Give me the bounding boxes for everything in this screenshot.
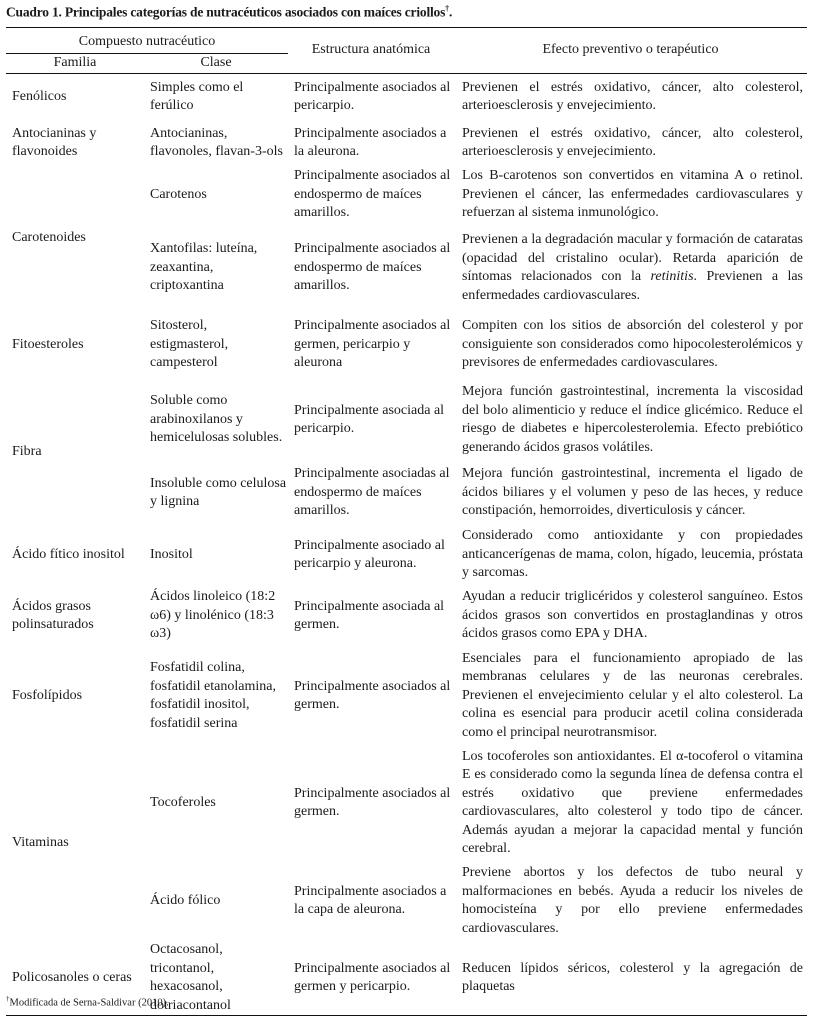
table-footnote: [6, 995, 169, 1009]
cell-clase: Xantofilas: luteína, zeaxantina, criptoxantina: [150, 241, 258, 294]
table-row: [6, 73, 807, 121]
cell-efecto: [454, 225, 807, 311]
cell-clase: Octacosanol, tricontanol, hexacosanol, dotriacontanol: [150, 942, 231, 1013]
cell-estructura: Principalmente asociados al germen y pericarpio.: [294, 960, 451, 994]
header-familia: Familia: [53, 55, 97, 70]
caption-dagger: †: [445, 4, 449, 13]
cell-familia: Fibra: [12, 443, 42, 459]
header-compuesto: Compuesto nutracéutico: [6, 28, 288, 54]
cell-familia: Vitaminas: [12, 834, 69, 850]
cell-estructura: Principalmente asociada al pericarpio.: [294, 402, 445, 436]
cell-efecto: Considerado como antioxidante y con propiedades anticancerígenas de mama, colon, hígado, leucemia, próstata y sarcomas.: [462, 528, 803, 581]
cell-estructura: Principalmente asociados a la capa de aleurona.: [294, 883, 447, 917]
cell-clase: Tocoferoles: [150, 794, 216, 810]
table-row: [6, 585, 807, 647]
cell-estructura: Principalmente asociadas al endospermo de maíces amarillos.: [294, 466, 450, 519]
cell-efecto: Mejora función gastrointestinal, incrementa el ligado de ácidos biliares y el volumen y peso de las heces, y reduce constipación, hemorroides, diverticulosis y cáncer.: [462, 466, 803, 519]
header-clase: Clase: [200, 55, 232, 70]
table-row: [6, 311, 807, 379]
cell-familia: Policosanoles o ceras: [12, 969, 132, 985]
header-row-1: [6, 28, 807, 54]
cell-familia: Fitoesteroles: [12, 336, 84, 352]
efecto-italic-term: retinitis: [650, 269, 694, 284]
cell-efecto: Previenen el estrés oxidativo, cáncer, alto colesterol, arterioesclerosis y envejecimiento.: [462, 79, 803, 114]
header-estructura: Estructura anatómica: [288, 28, 454, 74]
cell-clase: Soluble como arabinoxilanos y hemicelulosas solubles.: [150, 393, 283, 446]
table-row: [6, 745, 807, 861]
table-caption: [6, 4, 452, 21]
cell-familia: Ácidos grasos polinsaturados: [12, 598, 94, 632]
caption-end: .: [448, 4, 453, 20]
cell-efecto: Los tocoferoles son antioxidantes. El α-tocoferol o vitamina E es considerado como la segunda línea de defensa contra el estrés oxidativo que previene enfermedades cardiovasculares, alto colesterol y todo tipo de cáncer. Además ayudan a mejorar la capacidad mental y función cerebral.: [462, 748, 803, 856]
cell-clase: Ácido fólico: [150, 892, 221, 908]
caption-text: Cuadro 1. Principales categorías de nutracéuticos asociados con maíces criollos: [6, 4, 446, 20]
cell-estructura: Principalmente asociados a la aleurona.: [294, 125, 447, 159]
cell-clase: Ácidos linoleico (18:2 ω6) y linolénico (18:3 ω3): [150, 589, 276, 642]
cell-familia: Ácido fítico inositol: [12, 546, 125, 562]
table-row: [6, 121, 807, 165]
cell-estructura: Principalmente asociados al germen.: [294, 785, 451, 819]
efecto-text: Previenen a la degradación macular y formación de cataratas (opacidad del cristalino ocular). Retarda aparición de síntomas relacionados con la: [462, 232, 803, 284]
cell-efecto: Los B-carotenos son convertidos en vitamina A o retinol. Previenen el cáncer, las enfermedades cardiovasculares y refuerzan al sistema inmunológico.: [462, 168, 803, 221]
cell-clase: Carotenos: [150, 186, 207, 202]
cell-estructura: Principalmente asociada al germen.: [294, 598, 445, 632]
cell-familia: Fosfolípidos: [12, 687, 83, 703]
cell-familia: Fenólicos: [12, 89, 67, 104]
efecto-text: . Previenen a las enfermedades cardiovasculares.: [462, 269, 804, 303]
cell-familia: Antocianinas y flavonoides: [12, 125, 97, 159]
cell-clase: Simples como el ferúlico: [150, 79, 244, 114]
table-row: [6, 165, 807, 225]
cell-clase: Sitosterol, estigmasterol, campesterol: [150, 318, 229, 371]
cell-clase: Inositol: [150, 546, 193, 562]
cell-estructura: Principalmente asociados al germen.: [294, 678, 451, 712]
cell-estructura: Principalmente asociados al endospermo de maíces amarillos.: [294, 241, 451, 294]
cell-efecto: Ayudan a reducir triglicéridos y colesterol sanguíneo. Estos ácidos grasos son convertidos en prostaglandinas y otros ácidos grasos como EPA y DHA.: [462, 589, 803, 642]
table-row: [6, 525, 807, 585]
cell-efecto: Previenen el estrés oxidativo, cáncer, alto colesterol, arterioesclerosis y envejecimiento.: [462, 125, 803, 159]
cell-efecto: Esenciales para el funcionamiento apropiado de las membranas celulares y de las neuronas cerebrales. Previenen el envejecimiento celular y el alto colesterol. La colina es esencial para producir acetil colina considerada como el principal neurotransmisor.: [462, 650, 803, 740]
cell-efecto: Reducen lípidos séricos, colesterol y la agregación de plaquetas: [462, 960, 803, 994]
cell-familia: Carotenoides: [12, 229, 86, 245]
cell-efecto: Mejora función gastrointestinal, incrementa la viscosidad del bolo alimenticio y reduce el índice glicémico. Reduce el riesgo de diabetes e hipercolesterolemia. Efecto prebiótico generando ácidos grasos volátiles.: [462, 384, 803, 455]
cell-estructura: Principalmente asociados al endospermo de maíces amarillos.: [294, 168, 451, 221]
cell-clase: Antocianinas, flavonoles, flavan-3-ols: [150, 125, 283, 159]
table-row: [6, 647, 807, 745]
nutraceuticals-table: [6, 27, 807, 1016]
header-efecto: Efecto preventivo o terapéutico: [454, 28, 807, 74]
cell-efecto: Previene abortos y los defectos de tubo neural y malformaciones en bebés. Ayuda a reducir los niveles de homocisteína y por ello previene enfermedades cardiovasculares.: [462, 865, 803, 936]
cell-clase: Insoluble como celulosa y lignina: [150, 475, 287, 509]
footnote-dagger: †: [6, 995, 10, 1003]
footnote-text: Modificada de Serna-Saldivar (2010).: [9, 997, 169, 1009]
table-row: [6, 379, 807, 461]
cell-efecto: Compiten con los sitios de absorción del colesterol y por consiguiente son considerados como hipocolesterolémicos y previsores de enfermedades cardiovasculares.: [462, 318, 803, 371]
cell-estructura: Principalmente asociados al pericarpio.: [294, 79, 451, 114]
cell-estructura: Principalmente asociados al germen, pericarpio y aleurona: [294, 318, 451, 371]
cell-clase: Fosfatidil colina, fosfatidil etanolamina, fosfatidil inositol, fosfatidil serina: [150, 660, 276, 731]
cell-estructura: Principalmente asociado al pericarpio y aleurona.: [294, 537, 445, 571]
